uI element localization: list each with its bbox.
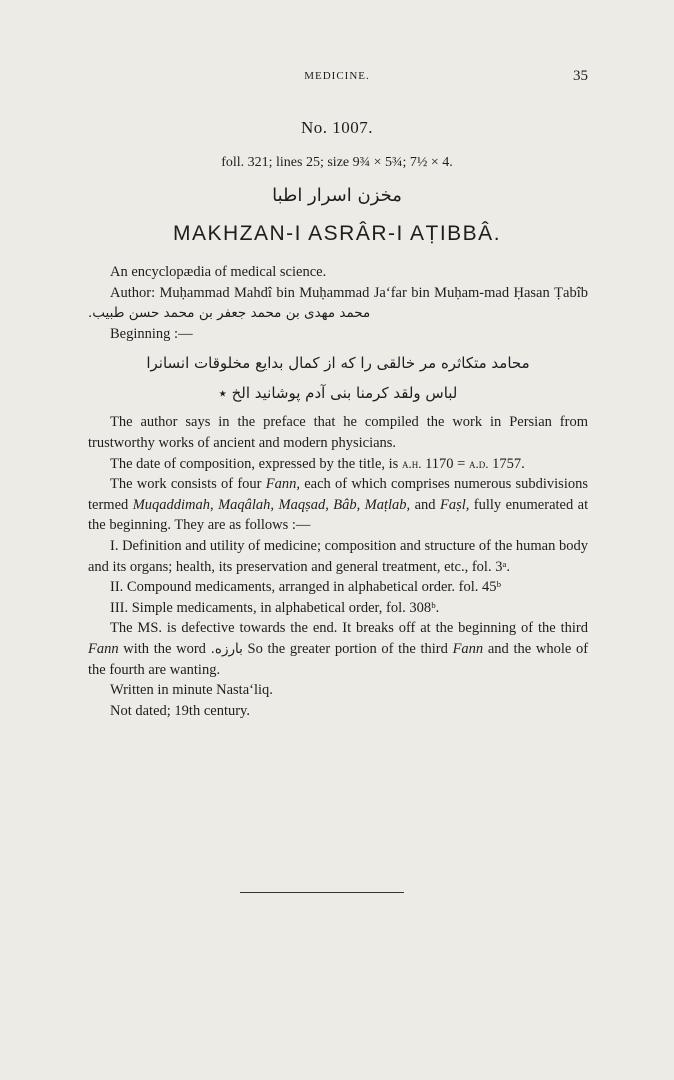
entry-title: MAKHZAN-I ASRÂR-I AṬIBBÂ. bbox=[172, 222, 502, 245]
contents-item-1: I. Definition and utility of medicine; composition and structure of the human body and its organs; health, its preservation and general treatment, etc., fol. 3ᵃ. bbox=[88, 537, 588, 575]
defect-term-fann-2: Fann bbox=[452, 640, 484, 657]
structure-text-4: fully enumerated at the beginning. They are as follows :— bbox=[88, 496, 589, 534]
term-maqsad: Maqṣad, bbox=[278, 496, 329, 513]
term-bab: Bâb, bbox=[333, 496, 361, 513]
term-fasl: Faṣl, bbox=[439, 496, 470, 513]
date-note: Not dated; 19th century. bbox=[110, 702, 250, 719]
structure-text-2: each of which comprises numerous subdivisions termed bbox=[88, 476, 588, 513]
contents-item-3: III. Simple medicaments, in alphabetical order, fol. 308ᵇ. bbox=[110, 599, 440, 616]
term-maqalah: Maqâlah, bbox=[218, 496, 275, 513]
date-text: The date of composition, expressed by the title, is bbox=[110, 455, 399, 472]
defect-paragraph bbox=[88, 618, 588, 680]
beginning-label: Beginning :— bbox=[110, 325, 193, 342]
preface-paragraph: The author says in the preface that he compiled the work in Persian from trustworthy works of ancient and modern physicians. bbox=[88, 414, 588, 451]
defect-text-1: The MS. is defective towards the end. It breaks off at the beginning of the third bbox=[110, 620, 588, 637]
defect-text-4: and the whole of the fourth are wanting. bbox=[88, 640, 589, 678]
running-header: MEDICINE. bbox=[304, 70, 370, 82]
beginning-arabic-line-2: لباس ولقد کرمنا بنی آدم پوشانید الخ ٭ bbox=[218, 384, 458, 403]
date-ah: a.h. bbox=[401, 455, 422, 471]
end-rule bbox=[240, 892, 404, 893]
arabic-title: مخزن اسرار اطبا bbox=[272, 185, 402, 206]
defect-arabic-word: بارزه. bbox=[210, 640, 243, 657]
author-text: Author: Muḥammad Mahdî bin Muḥammad Ja‘far bin Muḥam-mad Ḥasan Ṭabîb bbox=[110, 284, 588, 301]
author-arabic: محمد مهدی بن محمد جعفر بن محمد حسن طبیب. bbox=[88, 305, 371, 322]
entry-body bbox=[88, 262, 588, 721]
defect-text-2: with the word bbox=[123, 640, 206, 657]
defect-text-3: So the greater portion of the third bbox=[247, 640, 448, 657]
structure-text-1: The work consists of four bbox=[110, 476, 262, 493]
date-ad-year: 1757. bbox=[492, 455, 525, 472]
beginning-arabic-line-1: محامد متکاثره مر خالقی را که از کمال بدایع مخلوقات انسانرا bbox=[146, 354, 530, 373]
structure-text-3: and bbox=[414, 496, 436, 513]
defect-term-fann: Fann bbox=[88, 640, 119, 657]
contents-item-2: II. Compound medicaments, arranged in alphabetical order. fol. 45ᵇ bbox=[110, 579, 502, 596]
description: An encyclopædia of medical science. bbox=[110, 264, 327, 280]
page-number: 35 bbox=[573, 68, 588, 84]
author-line bbox=[88, 283, 588, 324]
entry-number: No. 1007. bbox=[300, 118, 374, 137]
script-note: Written in minute Nasta‘liq. bbox=[110, 682, 273, 699]
date-ad: a.d. bbox=[468, 455, 489, 471]
term-muqaddimah: Muqaddimah, bbox=[132, 496, 214, 513]
date-paragraph bbox=[88, 454, 588, 475]
term-matlab: Maṭlab, bbox=[364, 496, 411, 513]
structure-paragraph bbox=[88, 474, 588, 536]
term-fann: Fann, bbox=[265, 476, 300, 493]
manuscript-specs: foll. 321; lines 25; size 9¾ × 5¾; 7½ × 4. bbox=[221, 155, 453, 170]
date-ah-year: 1170 = bbox=[425, 455, 466, 472]
